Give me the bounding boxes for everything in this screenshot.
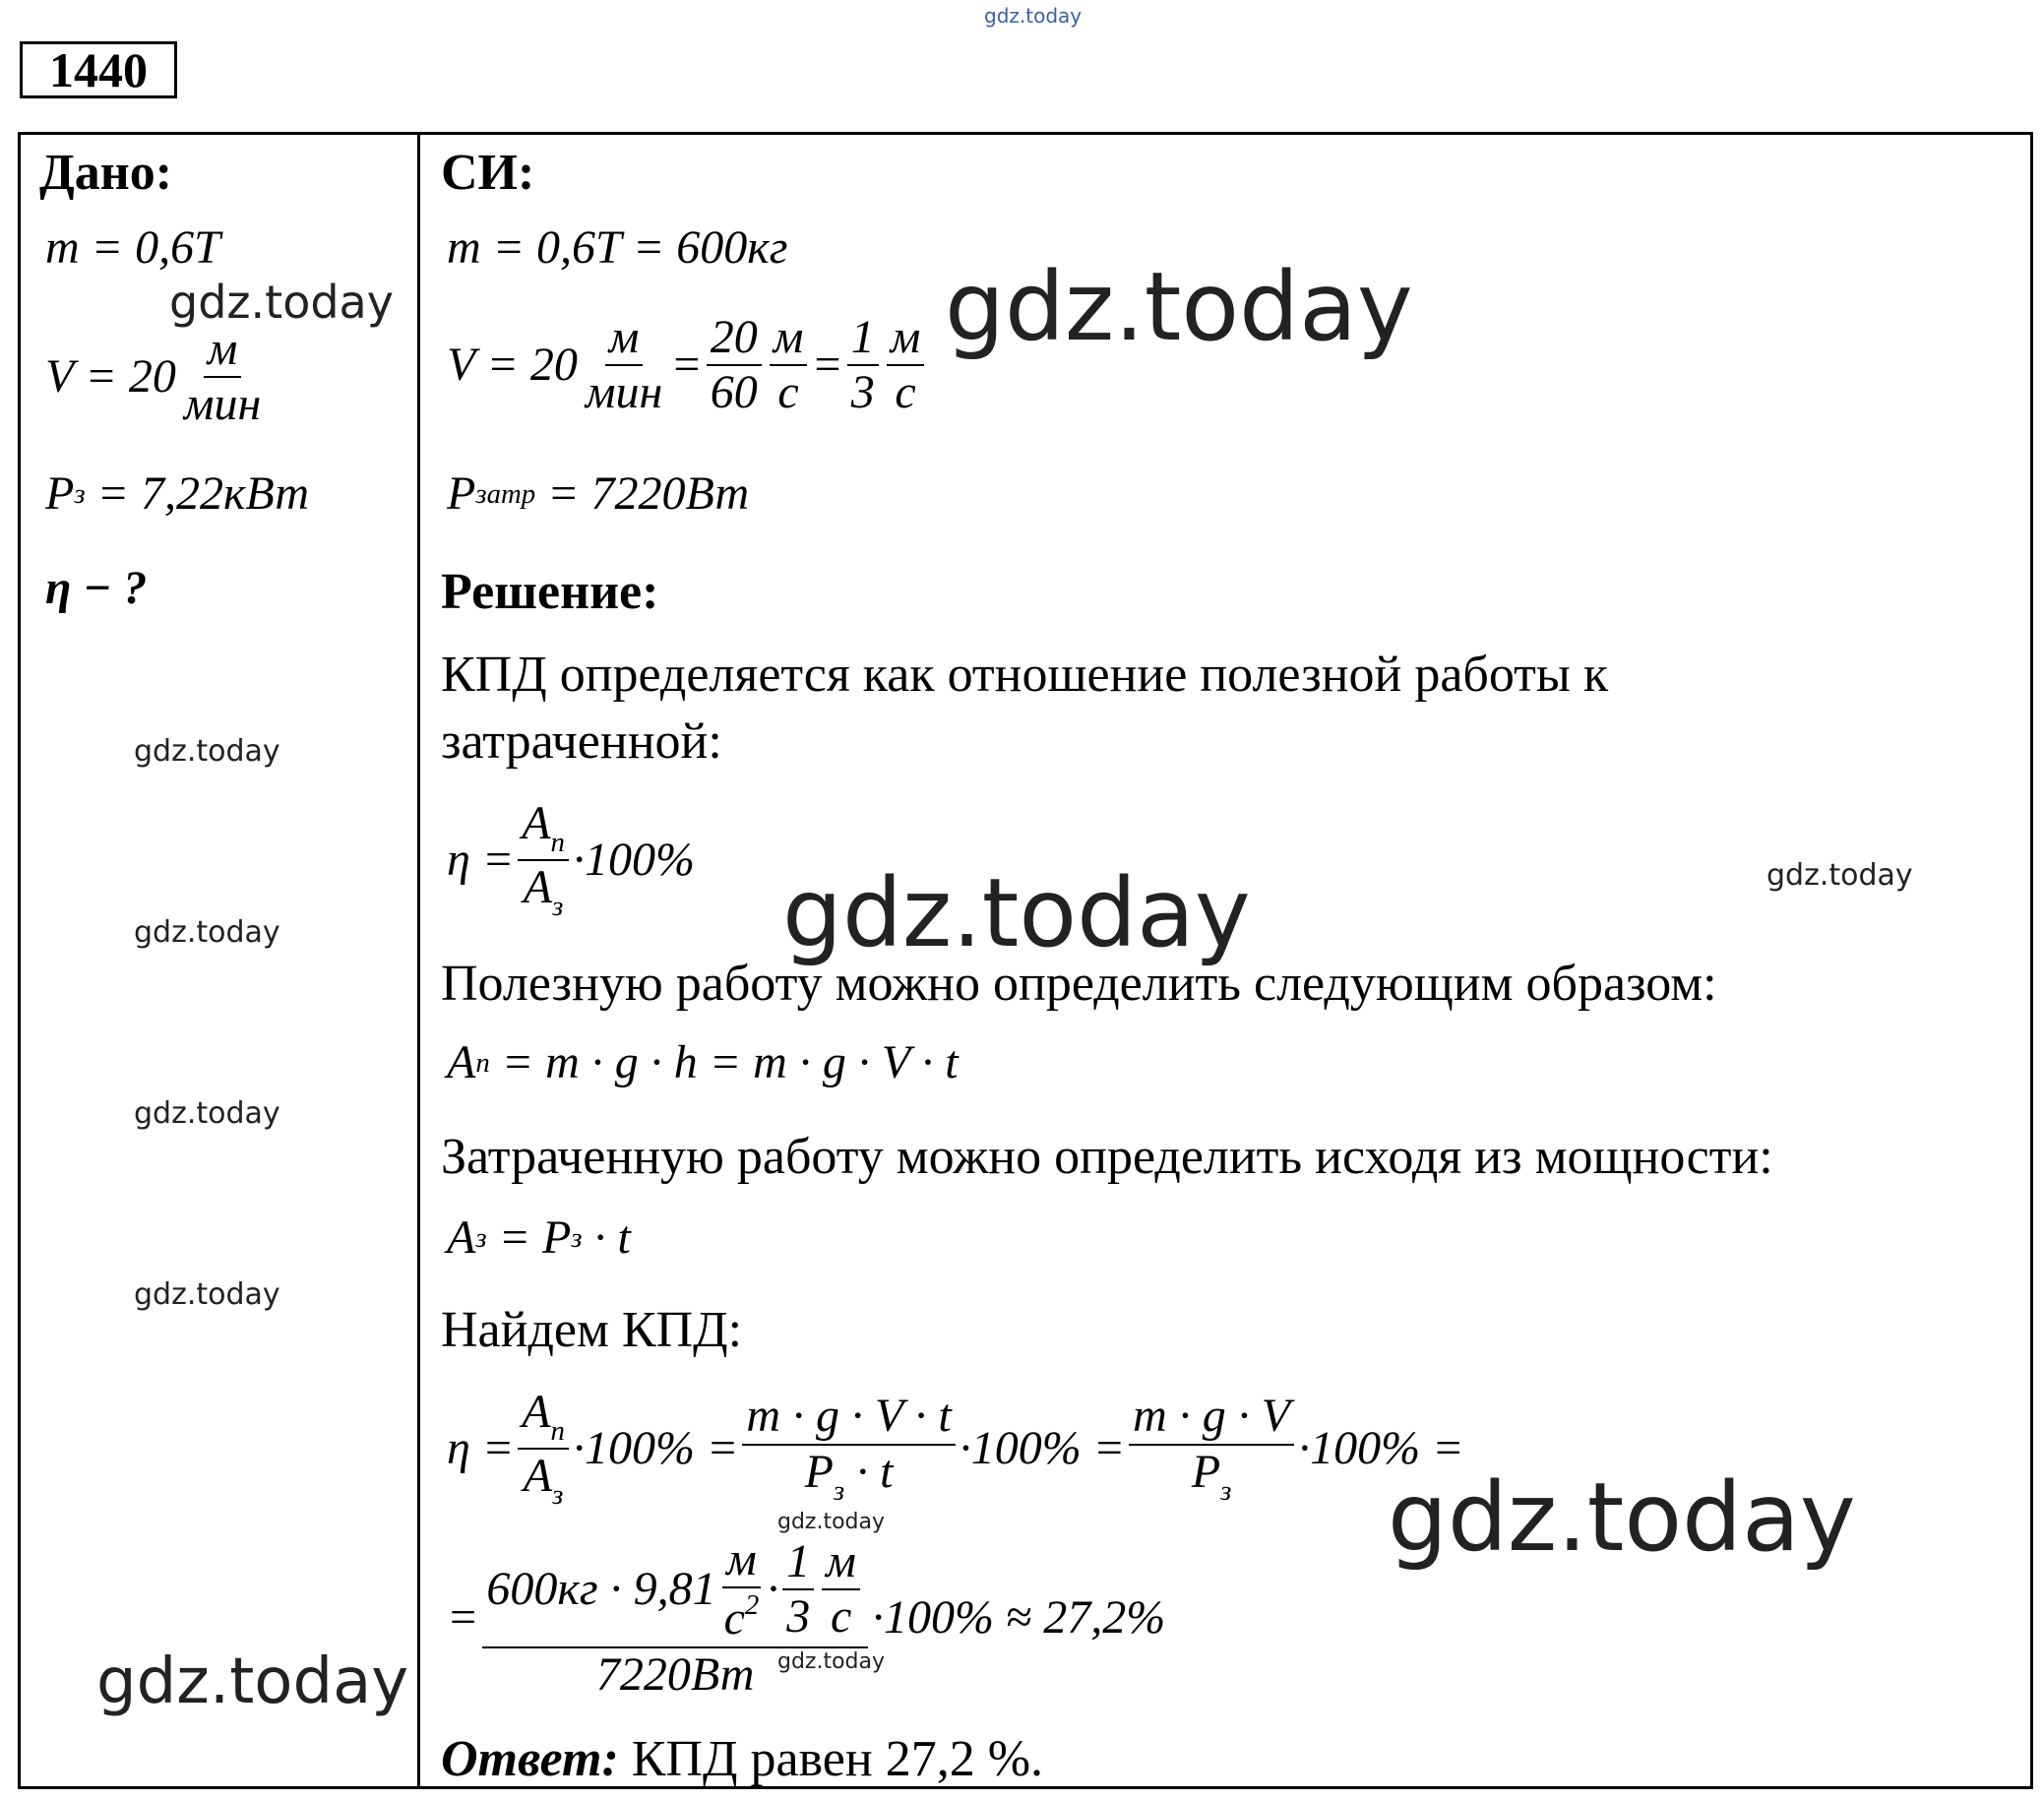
si-mass: m = 0,6T = 600кг [447, 221, 788, 274]
watermark-top: gdz.today [984, 4, 1083, 28]
solution-header: Решение: [441, 564, 659, 620]
column-divider [417, 132, 420, 1789]
solution-text-3: Полезную работу можно определить следующим образом: [441, 956, 1717, 1012]
watermark: gdz.today [782, 858, 1251, 968]
solution-text-4: Затраченную работу можно определить исходя из мощности: [441, 1129, 1773, 1185]
watermark: gdz.today [777, 1649, 886, 1674]
watermark: gdz.today [134, 1096, 280, 1131]
watermark: gdz.today [1388, 1462, 1856, 1573]
given-power: P з = 7,22кВт [45, 467, 309, 520]
watermark: gdz.today [134, 734, 280, 769]
watermark: gdz.today [134, 915, 280, 950]
solution-text-2: затраченной: [441, 714, 722, 770]
problem-number: 1440 [20, 41, 177, 98]
given-header: Дано: [39, 145, 173, 201]
si-header: СИ: [441, 145, 535, 201]
watermark: gdz.today [777, 1510, 886, 1534]
si-power: P затр = 7220Вт [447, 467, 750, 520]
solution-text-5: Найдем КПД: [441, 1302, 743, 1358]
equation-efficiency-def: η = $\frac{A_п}{A_з}$ ·100% [447, 797, 695, 923]
si-velocity: V = 20 $\frac{м}{\text{мин}}$ = $\frac{20}{60}$ $\frac{м}{с}$ = $\frac{1}{3}$ $\frac{м}{с}$ [447, 313, 928, 418]
watermark: gdz.today [169, 276, 394, 329]
watermark: gdz.today [134, 1277, 280, 1312]
answer: Ответ: КПД равен 27,2 %. [441, 1731, 1044, 1787]
given-velocity: V = 20 $\frac{м}{\text{мин}}$ [45, 323, 262, 431]
watermark: gdz.today [945, 252, 1413, 362]
watermark: gdz.today [1766, 858, 1913, 893]
equation-spent-work: A з = P з · t [447, 1211, 631, 1264]
watermark: gdz.today [96, 1645, 409, 1718]
given-unknown: η − ? [45, 562, 148, 614]
equation-useful-work: A п = m · g · h = m · g · V · t [447, 1036, 959, 1088]
solution-text-1: КПД определяется как отношение полезной работы к [441, 647, 1609, 703]
given-mass: m = 0,6T [45, 221, 220, 274]
equation-efficiency-numeric: = 600кг · 9,81 $\frac{м}{с^2}$ · $\frac{1}{3}$ $\frac{м}{с}$ 7220Вт ·100% ≈ 27,2% [447, 1533, 1166, 1701]
equation-efficiency-derivation: η = $\frac{A_п}{A_з}$ ·100% = $\frac{m \cdot g \cdot V \cdot t}{P_з \cdot t}$ ·100% = $\frac{m \cdot g \cdot V}{P_з}$ ·100% = [447, 1386, 1464, 1512]
